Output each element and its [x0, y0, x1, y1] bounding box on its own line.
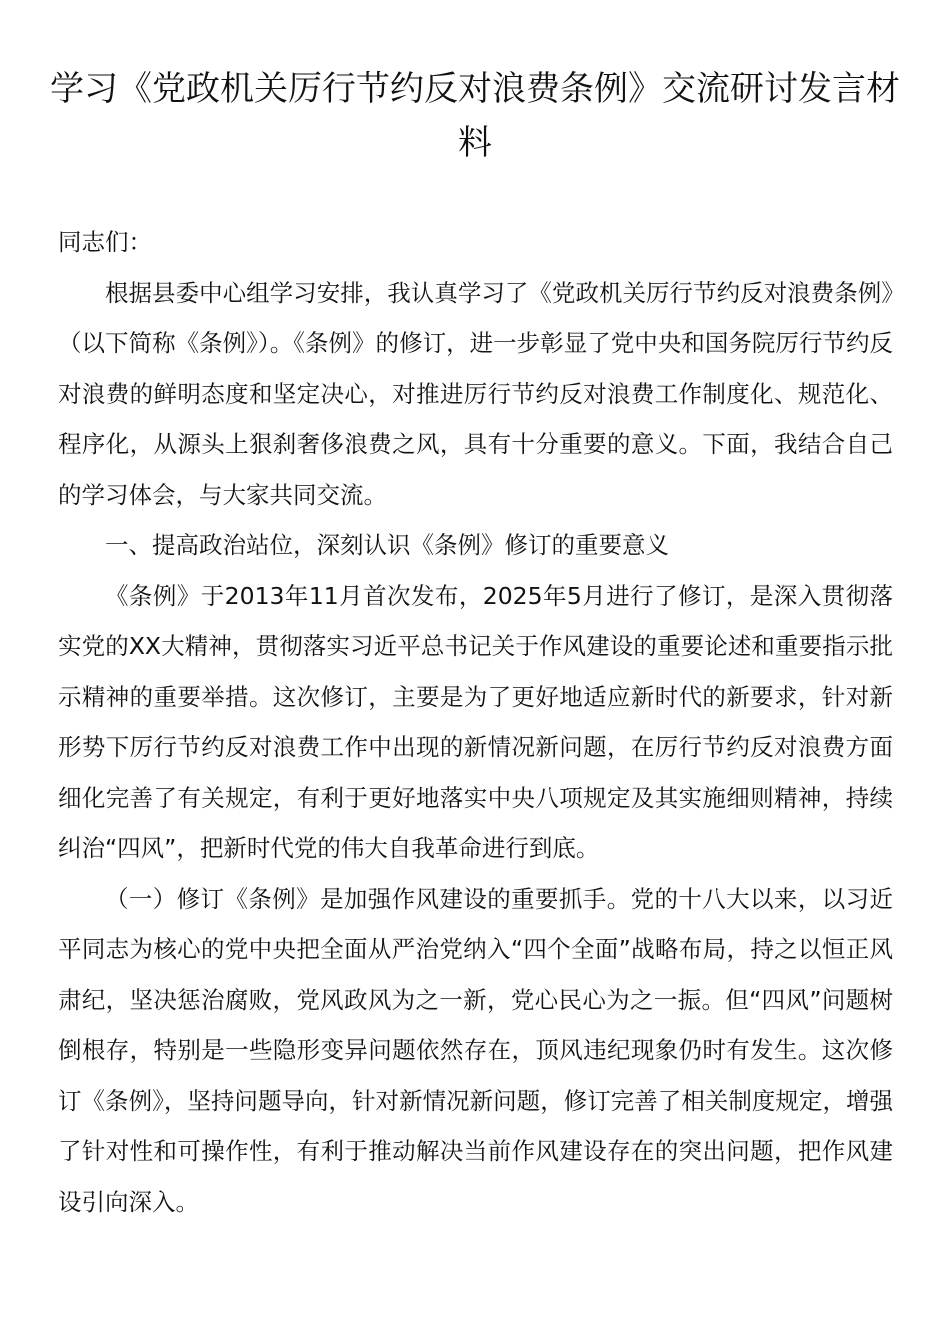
document-title: 学习《党政机关厉行节约反对浪费条例》交流研讨发言材料 [50, 69, 900, 163]
paragraph-background: 《条例》于2013年11月首次发布，2025年5月进行了修订，是深入贯彻落实党的XX大精神，贯彻落实习近平总书记关于作风建设的重要论述和重要指示批示精神的重要举措。这次修订，主要是为了更好地适应新时代的新要求，针对新形势下厉行节约反对浪费工作中出现的新情况新问题，在厉行节约反对浪费方面细化完善了有关规定，有利于更好地落实中央八项规定及其实施细则精神，持续纠治“四风”，把新时代党的伟大自我革命进行到底。 [58, 581, 893, 862]
salutation: 同志们： [58, 228, 152, 256]
section-heading-1: 一、提高政治站位，深刻认识《条例》修订的重要意义 [105, 531, 669, 559]
paragraph-intro: 根据县委中心组学习安排，我认真学习了《党政机关厉行节约反对浪费条例》（以下简称《条例》）。《条例》的修订，进一步彰显了党中央和国务院厉行节约反对浪费的鲜明态度和坚定决心，对推进厉行节约反对浪费工作制度化、规范化、程序化，从源头上狠刹奢侈浪费之风，具有十分重要的意义。下面，我结合自己的学习体会，与大家共同交流。 [58, 278, 893, 509]
document-body [58, 217, 893, 1227]
paragraph-subsection-1: （一）修订《条例》是加强作风建设的重要抓手。党的十八大以来，以习近平同志为核心的党中央把全面从严治党纳入“四个全面”战略布局，持之以恒正风肃纪，坚决惩治腐败，党风政风为之一新，党心民心为之一振。但“四风”问题树倒根存，特别是一些隐形变异问题依然存在，顶风违纪现象仍时有发生。这次修订《条例》，坚持问题导向，针对新情况新问题，修订完善了相关制度规定，增强了针对性和可操作性，有利于推动解决当前作风建设存在的突出问题，把作风建设引向深入。 [58, 884, 893, 1216]
